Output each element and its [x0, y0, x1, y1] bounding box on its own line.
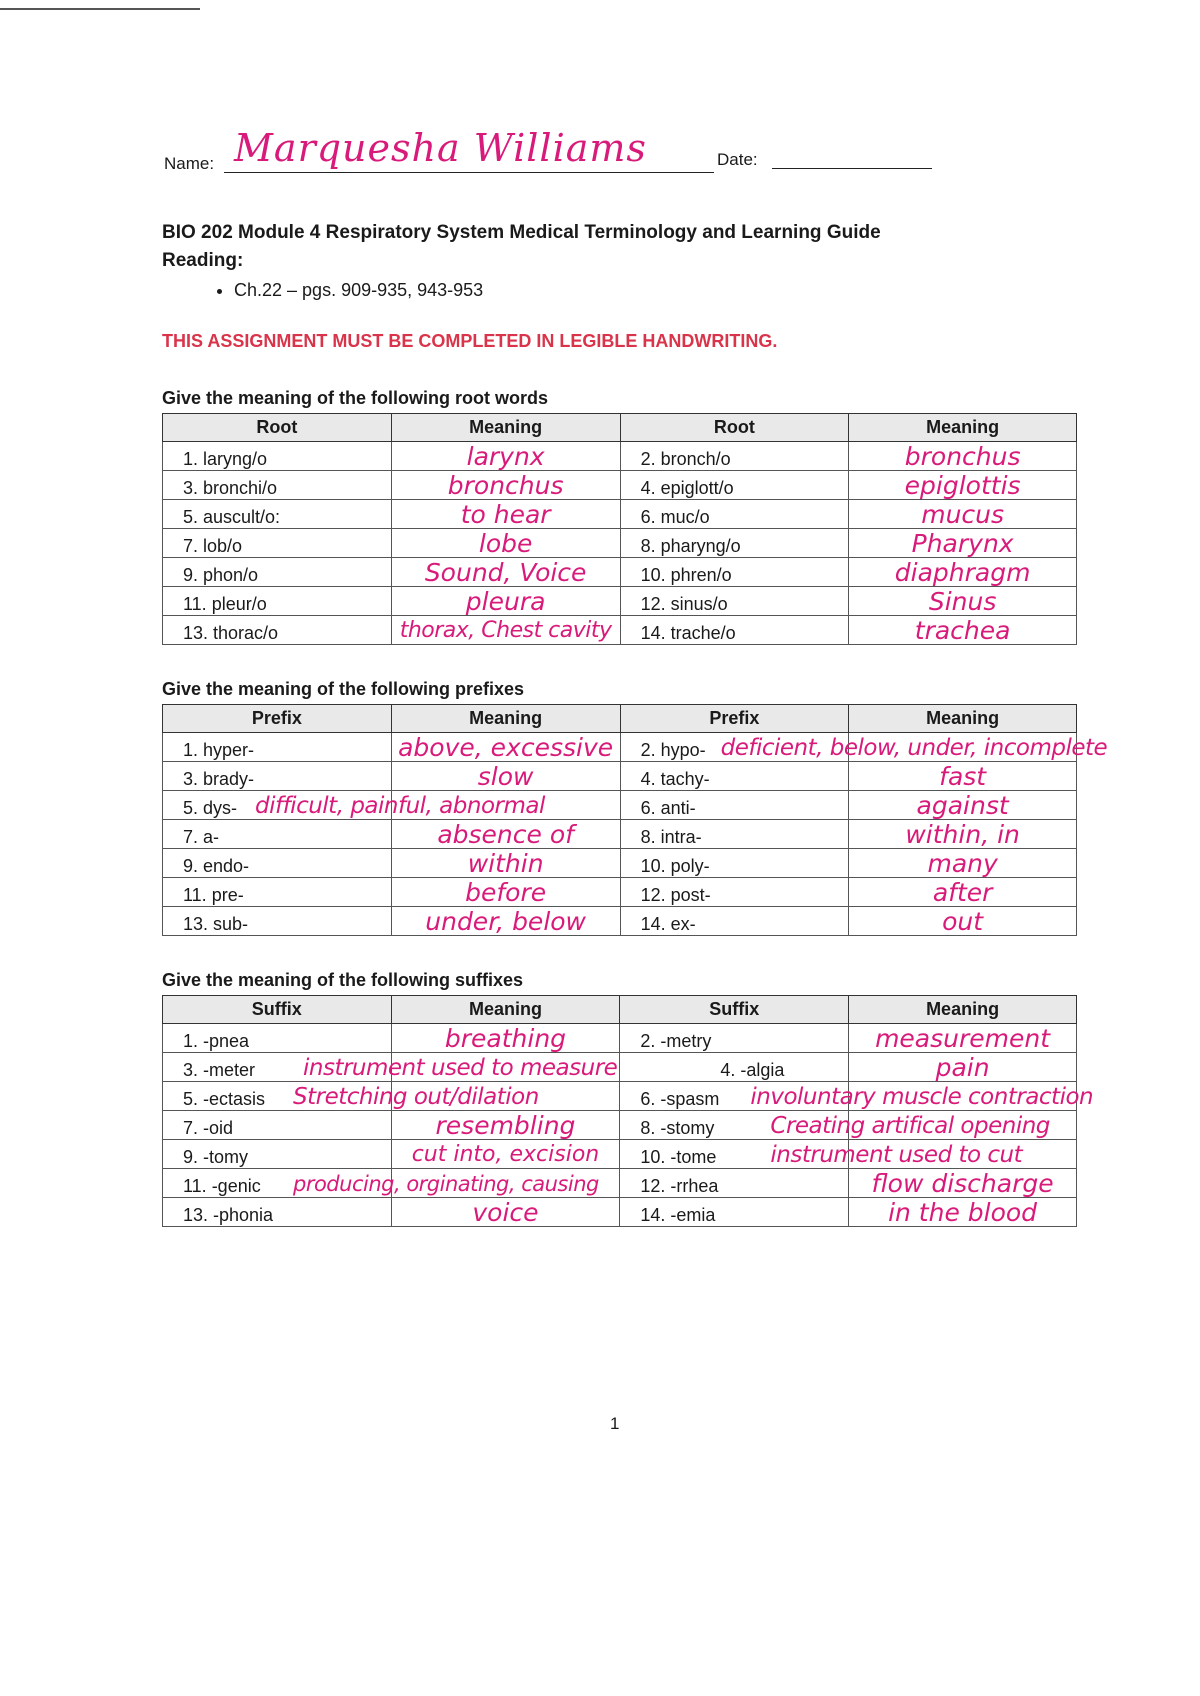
term-cell: 11. pleur/o [163, 587, 392, 616]
answer-cell[interactable]: slow [391, 762, 620, 791]
answer-cell[interactable]: fast [849, 762, 1077, 791]
table-row [163, 1024, 1077, 1053]
table-row [163, 878, 1077, 907]
table-row [163, 733, 1077, 762]
answer-cell[interactable]: resembling [391, 1111, 620, 1140]
reading-item: • Ch.22 – pgs. 909-935, 943-953 [234, 280, 1082, 301]
term-cell: 9. endo- [163, 849, 392, 878]
worksheet-page [162, 120, 1108, 1227]
table-row [163, 1111, 1077, 1140]
prefixes-table [162, 704, 1108, 936]
term-text: 6. -spasm [640, 1089, 720, 1109]
term-cell: 11. pre- [163, 878, 392, 907]
answer-cell[interactable]: under, below [391, 907, 620, 936]
answer-cell-empty [849, 1111, 1077, 1140]
prefixes-section-title: Give the meaning of the following prefixes [162, 679, 525, 699]
term-text: 2. hypo- [640, 740, 706, 760]
roots-table [162, 413, 1077, 645]
answer-cell[interactable]: larynx [391, 442, 620, 471]
answer-cell[interactable]: breathing [391, 1024, 620, 1053]
answer-overflow[interactable]: instrument used to cut [770, 1142, 1023, 1168]
table-row [163, 471, 1077, 500]
term-cell: 9. -tomy [163, 1140, 392, 1169]
answer-cell[interactable]: Sound, Voice [391, 558, 620, 587]
term-cell [163, 1169, 599, 1198]
answer-cell-empty [391, 1082, 620, 1111]
term-cell: 1. hyper- [163, 733, 392, 762]
term-cell: 4. -algia [620, 1053, 849, 1082]
answer-cell[interactable]: Pharynx [849, 529, 1077, 558]
column-header: Suffix [620, 996, 849, 1024]
answer-cell[interactable]: bronchus [849, 442, 1077, 471]
table-row [163, 500, 1077, 529]
answer-cell[interactable]: flow discharge [849, 1169, 1077, 1198]
term-cell: 1. -pnea [163, 1024, 392, 1053]
term-cell: 10. phren/o [620, 558, 849, 587]
term-cell: 12. -rrhea [620, 1169, 849, 1198]
answer-cell-empty [849, 1082, 1077, 1111]
answer-overflow[interactable]: Creating artifical opening [770, 1113, 1050, 1139]
reading-label: Reading: [162, 250, 244, 271]
suffixes-section-title: Give the meaning of the following suffixes [162, 970, 524, 990]
table-row [163, 1082, 1077, 1111]
term-cell: 3. brady- [163, 762, 392, 791]
term-cell: 1. laryng/o [163, 442, 392, 471]
answer-cell[interactable]: diaphragm [849, 558, 1077, 587]
table-row [163, 1053, 1077, 1082]
name-label: Name: [164, 154, 215, 173]
table-row [163, 1140, 1077, 1169]
answer-cell[interactable]: bronchus [391, 471, 620, 500]
table-row [163, 762, 1077, 791]
term-cell: 13. thorac/o [163, 616, 392, 645]
date-field[interactable] [772, 168, 932, 169]
term-cell [163, 791, 545, 820]
answer-cell[interactable]: many [849, 849, 1077, 878]
answer-cell[interactable]: before [391, 878, 620, 907]
answer-overflow[interactable]: involuntary muscle contraction [750, 1084, 1094, 1110]
table-row [163, 820, 1077, 849]
term-cell: 4. tachy- [620, 762, 849, 791]
table-row [163, 1198, 1077, 1227]
answer-cell[interactable]: mucus [849, 500, 1077, 529]
term-cell: 2. bronch/o [620, 442, 849, 471]
column-header: Root [163, 414, 392, 442]
term-text: 5. -ectasis [183, 1089, 266, 1109]
answer-cell[interactable]: Sinus [849, 587, 1077, 616]
term-text: 5. dys- [183, 798, 238, 818]
reading-list [162, 280, 1082, 301]
table-header-row [163, 705, 1077, 733]
term-cell: 13. sub- [163, 907, 392, 936]
answer-overflow[interactable]: instrument used to measure [303, 1055, 618, 1081]
table-row [163, 849, 1077, 878]
date-label: Date: [717, 150, 758, 169]
suffixes-table [162, 995, 1094, 1227]
answer-cell[interactable]: trachea [849, 616, 1077, 645]
answer-cell[interactable]: within [391, 849, 620, 878]
answer-cell[interactable]: epiglottis [849, 471, 1077, 500]
table-row [163, 1169, 1077, 1198]
term-cell: 2. -metry [620, 1024, 849, 1053]
term-cell: 12. post- [620, 878, 849, 907]
table-header-row [163, 414, 1077, 442]
term-cell: 12. sinus/o [620, 587, 849, 616]
term-cell [620, 1111, 1050, 1140]
answer-cell[interactable]: within, in [849, 820, 1077, 849]
table-row [163, 791, 1077, 820]
term-text: 11. -genic [183, 1176, 261, 1196]
top-rule [0, 8, 200, 10]
answer-cell[interactable]: pain [849, 1053, 1077, 1082]
answer-cell[interactable]: lobe [391, 529, 620, 558]
column-header: Prefix [163, 705, 392, 733]
roots-section-title: Give the meaning of the following root words [162, 388, 549, 408]
answer-cell-empty [849, 1140, 1077, 1169]
handwriting-notice: THIS ASSIGNMENT MUST BE COMPLETED IN LEGIBLE HANDWRITING. [162, 331, 778, 351]
term-cell: 14. -emia [620, 1198, 849, 1227]
answer-cell[interactable]: absence of [391, 820, 620, 849]
term-cell [163, 1082, 539, 1111]
answer-overflow[interactable]: producing, orginating, causing [293, 1172, 599, 1196]
term-cell: 14. trache/o [620, 616, 849, 645]
term-cell: 10. poly- [620, 849, 849, 878]
answer-cell[interactable]: after [849, 878, 1077, 907]
term-cell: 7. a- [163, 820, 392, 849]
name-date-row [162, 120, 1082, 180]
column-header: Prefix [620, 705, 849, 733]
term-cell [163, 1053, 618, 1082]
term-cell: 9. phon/o [163, 558, 392, 587]
column-header: Root [620, 414, 849, 442]
answer-cell-empty [849, 733, 1077, 762]
table-header-row [163, 996, 1077, 1024]
term-cell [620, 733, 1108, 762]
table-row [163, 442, 1077, 471]
column-header: Suffix [163, 996, 392, 1024]
answer-cell[interactable]: in the blood [849, 1198, 1077, 1227]
column-header: Meaning [391, 996, 620, 1024]
column-header: Meaning [849, 705, 1077, 733]
term-cell: 13. -phonia [163, 1198, 392, 1227]
answer-cell[interactable]: thorax, Chest cavity [391, 616, 620, 645]
term-cell: 14. ex- [620, 907, 849, 936]
table-row [163, 558, 1077, 587]
term-cell: 6. anti- [620, 791, 849, 820]
column-header: Meaning [391, 414, 620, 442]
column-header: Meaning [849, 414, 1077, 442]
answer-cell[interactable]: voice [391, 1198, 620, 1227]
table-row [163, 587, 1077, 616]
answer-cell[interactable]: measurement [849, 1024, 1077, 1053]
answer-cell-empty [391, 791, 620, 820]
answer-overflow[interactable]: deficient, below, under, incomplete [720, 735, 1108, 761]
answer-overflow[interactable]: difficult, painful, abnormal [255, 793, 545, 819]
name-value[interactable]: Marquesha Williams [234, 126, 647, 170]
term-cell: 8. intra- [620, 820, 849, 849]
answer-cell[interactable]: to hear [391, 500, 620, 529]
answer-cell[interactable]: against [849, 791, 1077, 820]
document-title: BIO 202 Module 4 Respiratory System Medical Terminology and Learning Guide [162, 222, 881, 243]
table-row [163, 616, 1077, 645]
term-cell: 8. pharyng/o [620, 529, 849, 558]
name-line [224, 172, 714, 173]
column-header: Meaning [849, 996, 1077, 1024]
table-row [163, 529, 1077, 558]
page-number: 1 [610, 1414, 620, 1433]
term-cell: 4. epiglott/o [620, 471, 849, 500]
answer-cell[interactable]: cut into, excision [391, 1140, 620, 1169]
answer-cell[interactable]: pleura [391, 587, 620, 616]
term-cell: 6. muc/o [620, 500, 849, 529]
answer-cell-empty [391, 1169, 620, 1198]
answer-cell-empty [391, 1053, 620, 1082]
term-text: 8. -stomy [640, 1118, 715, 1138]
term-cell: 7. -oid [163, 1111, 392, 1140]
term-cell: 3. bronchi/o [163, 471, 392, 500]
column-header: Meaning [391, 705, 620, 733]
term-text: 10. -tome [640, 1147, 717, 1167]
term-cell [620, 1140, 1023, 1169]
term-text: 3. -meter [183, 1060, 256, 1080]
answer-cell[interactable]: out [849, 907, 1077, 936]
term-cell: 7. lob/o [163, 529, 392, 558]
table-row [163, 907, 1077, 936]
term-cell: 5. auscult/o: [163, 500, 392, 529]
answer-cell[interactable]: above, excessive [391, 733, 620, 762]
answer-overflow[interactable]: Stretching out/dilation [293, 1084, 539, 1110]
term-cell [620, 1082, 1094, 1111]
